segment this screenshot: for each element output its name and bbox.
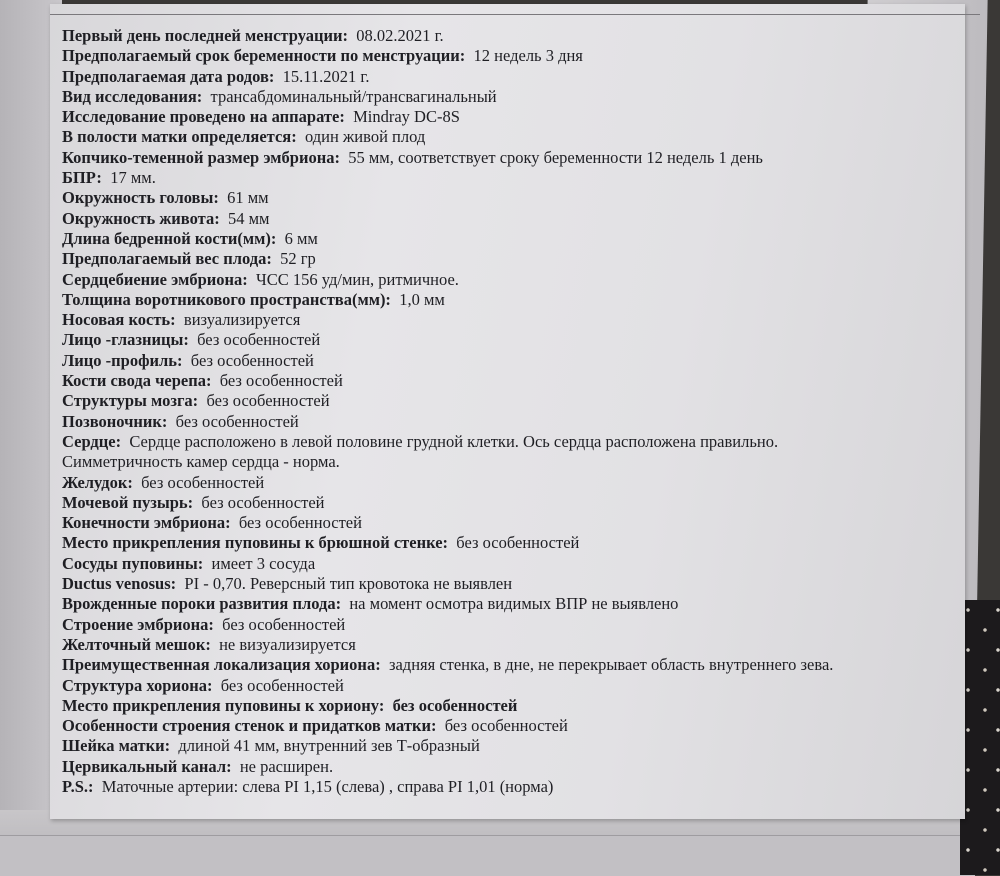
field-value: ЧСС 156 уд/мин, ритмичное. (256, 269, 459, 289)
field-value: без особенностей (197, 330, 321, 350)
field-label: Сердце: (62, 431, 122, 451)
field-value: 6 мм (284, 228, 318, 248)
field-value: имеет 3 сосуда (211, 553, 316, 573)
report-line (62, 533, 962, 553)
field-label: Лицо -профиль: (62, 350, 183, 370)
field-label: Желточный мешок: (62, 634, 211, 654)
report-line (62, 249, 962, 269)
report-line (62, 736, 962, 756)
field-value: Симметричность камер сердца - норма. (62, 452, 340, 472)
report-line (62, 432, 962, 452)
report-line (62, 412, 962, 432)
field-value: Сердце расположено в левой половине грудной клетки. Ось сердца расположена правильно. (129, 431, 779, 451)
field-label: Сосуды пуповины: (62, 553, 204, 573)
report-line (62, 229, 962, 249)
field-label: P.S.: (62, 776, 94, 796)
field-value: без особенностей (222, 614, 346, 634)
report-line (62, 46, 962, 66)
field-value: без особенностей (456, 533, 580, 553)
field-value: не расширен. (239, 756, 334, 776)
report-line (62, 310, 962, 330)
report-line (62, 26, 962, 46)
field-label: Предполагаемый срок беременности по менструации: (62, 46, 466, 66)
field-label: Кости свода черепа: (62, 371, 212, 391)
field-label: Структуры мозга: (62, 391, 199, 411)
field-label: Место прикрепления пуповины к брюшной стенке: (62, 533, 449, 553)
report-line (62, 127, 962, 147)
field-value: без особенностей (175, 411, 299, 431)
field-value: 08.02.2021 г. (356, 26, 444, 45)
report-line (62, 87, 962, 107)
field-value: без особенностей (206, 391, 330, 411)
field-label: Место прикрепления пуповины к хориону: (62, 695, 385, 715)
report-line (62, 209, 962, 229)
field-value: 1,0 мм (399, 289, 445, 309)
report-line (62, 351, 962, 371)
ultrasound-report-text (62, 26, 962, 797)
report-line (62, 574, 962, 594)
report-line (62, 655, 962, 675)
report-line (62, 107, 962, 127)
report-line (62, 148, 962, 168)
field-label: Первый день последней менструации: (62, 26, 348, 45)
field-label: Мочевой пузырь: (62, 492, 194, 512)
field-label: Цервикальный канал: (62, 756, 232, 776)
field-label: БПР: (62, 168, 102, 188)
underlying-paper-bottom-edge (0, 835, 975, 876)
field-value: трансабдоминальный/трансвагинальный (210, 86, 497, 106)
top-rule-line (50, 14, 980, 15)
field-value: без особенностей (219, 371, 343, 391)
field-value: визуализируется (183, 310, 301, 330)
field-value: 52 гр (280, 249, 316, 269)
field-value: Маточные артерии: слева PI 1,15 (слева) , справа PI 1,01 (норма) (101, 776, 554, 796)
field-label: Лицо -глазницы: (62, 330, 189, 350)
field-label: Сердцебиение эмбриона: (62, 269, 248, 289)
report-line (62, 615, 962, 635)
field-value: не визуализируется (219, 634, 356, 654)
field-label: Конечности эмбриона: (62, 513, 231, 533)
background-fabric (960, 600, 1000, 875)
field-label: Желудок: (62, 472, 133, 492)
field-value: задняя стенка, в дне, не перекрывает область внутреннего зева. (388, 655, 834, 675)
report-line (62, 330, 962, 350)
report-line (62, 290, 962, 310)
field-label: Длина бедренной кости(мм): (62, 228, 277, 248)
field-value: PI - 0,70. Реверсный тип кровотока не выявлен (184, 574, 513, 594)
report-line (62, 757, 962, 777)
field-label: Толщина воротникового пространства(мм): (62, 289, 391, 309)
field-value: без особенностей (392, 695, 518, 715)
report-line (62, 696, 962, 716)
field-value: без особенностей (201, 492, 325, 512)
report-line (62, 452, 962, 472)
field-value: Mindray DC-8S (353, 107, 460, 127)
field-label: Окружность головы: (62, 188, 219, 208)
field-label: Структура хориона: (62, 675, 213, 695)
field-value: 12 недель 3 дня (473, 46, 583, 66)
field-value: 61 мм (227, 188, 269, 208)
report-line (62, 777, 962, 797)
report-line (62, 513, 962, 533)
field-value: один живой плод (304, 127, 426, 147)
field-value: длиной 41 мм, внутренний зев Т-образный (178, 736, 480, 756)
report-line (62, 67, 962, 87)
report-line (62, 676, 962, 696)
field-value: без особенностей (444, 716, 568, 736)
field-label: Носовая кость: (62, 310, 176, 330)
field-label: Предполагаемый вес плода: (62, 249, 272, 269)
field-value: без особенностей (238, 513, 362, 533)
field-value: без особенностей (220, 675, 344, 695)
field-label: Предполагаемая дата родов: (62, 66, 275, 86)
field-label: Врожденные пороки развития плода: (62, 594, 342, 614)
report-line (62, 594, 962, 614)
field-label: Преимущественная локализация хориона: (62, 655, 381, 675)
field-label: Копчико-теменной размер эмбриона: (62, 147, 340, 167)
field-value: на момент осмотра видимых ВПР не выявлено (349, 594, 679, 614)
report-line (62, 554, 962, 574)
field-label: Шейка матки: (62, 736, 171, 756)
report-line (62, 371, 962, 391)
field-label: Окружность живота: (62, 208, 220, 228)
field-label: Ductus venosus: (62, 574, 177, 594)
field-value: без особенностей (141, 472, 265, 492)
field-label: Строение эмбриона: (62, 614, 214, 634)
report-line (62, 635, 962, 655)
report-line (62, 270, 962, 290)
field-label: Вид исследования: (62, 86, 203, 106)
field-label: Исследование проведено на аппарате: (62, 107, 345, 127)
report-line (62, 188, 962, 208)
field-value: 15.11.2021 г. (282, 66, 370, 86)
field-label: Позвоночник: (62, 411, 168, 431)
report-line (62, 493, 962, 513)
field-label: Особенности строения стенок и придатков матки: (62, 716, 437, 736)
report-line (62, 391, 962, 411)
field-value: 55 мм, соответствует сроку беременности 12 недель 1 день (348, 147, 763, 167)
report-line (62, 473, 962, 493)
field-label: В полости матки определяется: (62, 127, 297, 147)
field-value: 54 мм (227, 208, 270, 228)
field-value: 17 мм. (110, 168, 156, 188)
report-line (62, 168, 962, 188)
report-line (62, 716, 962, 736)
field-value: без особенностей (190, 350, 314, 370)
